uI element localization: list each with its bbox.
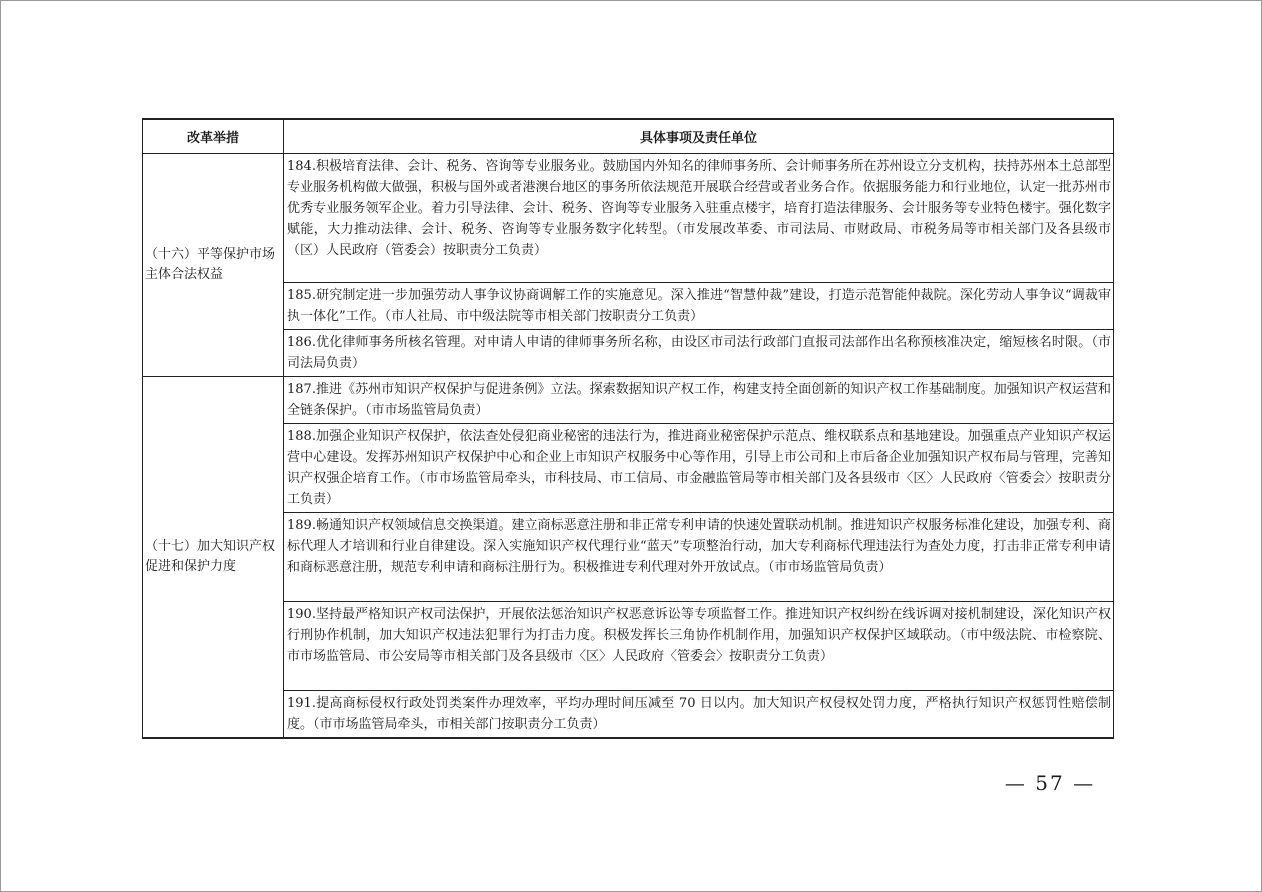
item-cell: 186.优化律师事务所核名管理。对申请人申请的律师事务所名称，由设区市司法行政部门直报司法部作出名称预核准决定，缩短核名时限。（市司法局负责） [284, 330, 1114, 377]
table-row [143, 691, 1114, 739]
page-number: — 57 — [1004, 771, 1096, 795]
item-cell: 185.研究制定进一步加强劳动人事争议协商调解工作的实施意见。深入推进“智慧仲裁”建设，打造示范智能仲裁院。深化劳动人事争议“调裁审执一体化”工作。（市人社局、市中级法院等市相关部门按职责分工负责） [284, 283, 1114, 330]
table-row [143, 602, 1114, 691]
table-row [143, 513, 1114, 602]
reform-measures-table [142, 118, 1114, 739]
header-reform-measure: 改革举措 [143, 119, 284, 154]
header-specific-items: 具体事项及责任单位 [284, 119, 1114, 154]
item-cell: 188.加强企业知识产权保护，依法查处侵犯商业秘密的违法行为，推进商业秘密保护示范点、维权联系点和基地建设。加强重点产业知识产权运营中心建设。发挥苏州知识产权保护中心和企业上市知识产权服务中心等作用，引导上市公司和上市后备企业加强知识产权布局与管理，完善知识产权强企培育工作。（市市场监管局牵头，市科技局、市工信局、市金融监管局等市相关部门及各县级市〈区〉人民政府〈管委会〉按职责分工负责） [284, 424, 1114, 513]
item-cell: 191.提高商标侵权行政处罚类案件办理效率，平均办理时间压减至 70 日以内。加大知识产权侵权处罚力度，严格执行知识产权惩罚性赔偿制度。（市市场监管局牵头，市相关部门按职责分工负责） [284, 691, 1114, 739]
item-cell: 189.畅通知识产权领域信息交换渠道。建立商标恶意注册和非正常专利申请的快速处置联动机制。推进知识产权服务标准化建设，加强专利、商标代理人才培训和行业自律建设。深入实施知识产权代理行业“蓝天”专项整治行动，加大专利商标代理违法行为查处力度，打击非正常专利申请和商标恶意注册，规范专利申请和商标注册行为。积极推进专利代理对外开放试点。（市市场监管局负责） [284, 513, 1114, 602]
measure-cell: （十六）平等保护市场主体合法权益 [143, 154, 284, 377]
item-cell: 190.坚持最严格知识产权司法保护，开展依法惩治知识产权恶意诉讼等专项监督工作。推进知识产权纠纷在线诉调对接机制建设，深化知识产权行刑协作机制，加大知识产权违法犯罪行为打击力度。积极发挥长三角协作机制作用，加强知识产权保护区域联动。（市中级法院、市检察院、市市场监管局、市公安局等市相关部门及各县级市〈区〉人民政府〈管委会〉按职责分工负责） [284, 602, 1114, 691]
table-header-row [143, 119, 1114, 154]
item-cell: 187.推进《苏州市知识产权保护与促进条例》立法。探索数据知识产权工作，构建支持全面创新的知识产权工作基础制度。加强知识产权运营和全链条保护。（市市场监管局负责） [284, 377, 1114, 424]
table-row [143, 283, 1114, 330]
table-row [143, 330, 1114, 377]
table-row [143, 424, 1114, 513]
table-row [143, 154, 1114, 283]
measure-cell: （十七）加大知识产权促进和保护力度 [143, 377, 284, 739]
item-cell: 184.积极培育法律、会计、税务、咨询等专业服务业。鼓励国内外知名的律师事务所、会计师事务所在苏州设立分支机构，扶持苏州本土总部型专业服务机构做大做强，积极与国外或者港澳台地区的事务所依法规范开展联合经营或者业务合作。依据服务能力和行业地位，认定一批苏州市优秀专业服务领军企业。着力引导法律、会计、税务、咨询等专业服务入驻重点楼宇，培育打造法律服务、会计服务等专业特色楼宇。强化数字赋能，大力推动法律、会计、税务、咨询等专业服务数字化转型。（市发展改革委、市司法局、市财政局、市税务局等市相关部门及各县级市（区）人民政府（管委会）按职责分工负责） [284, 154, 1114, 283]
table-row [143, 377, 1114, 424]
